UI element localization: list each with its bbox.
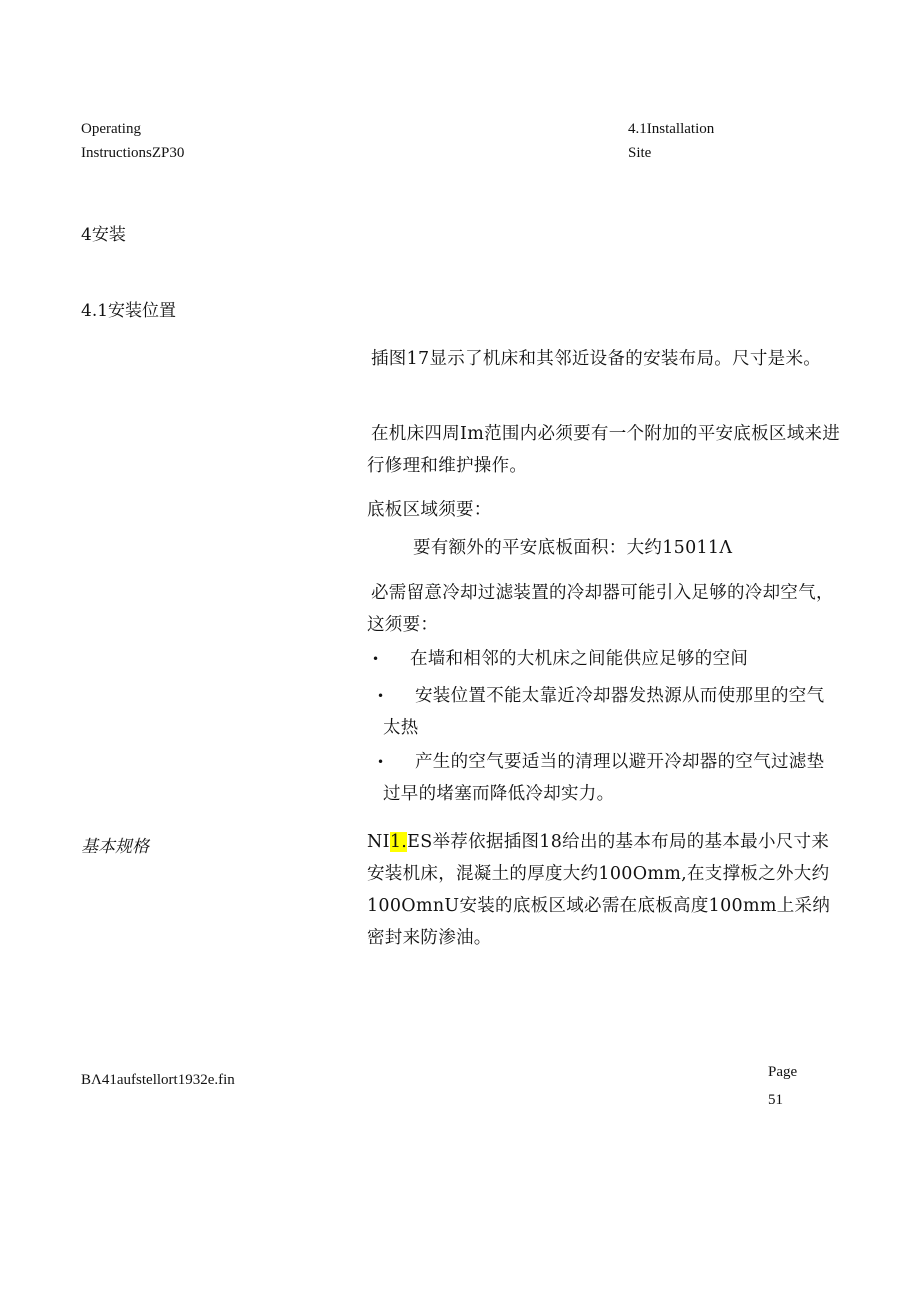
spec-prefix: NI bbox=[367, 832, 390, 852]
header-title-line2: InstructionsZP30 bbox=[81, 145, 185, 161]
bullet-dot: • bbox=[372, 652, 380, 666]
header-title-line1: Operating bbox=[81, 121, 141, 137]
bullet-dot: • bbox=[377, 755, 385, 769]
bullet-dot: • bbox=[377, 689, 385, 703]
bullet-text: 在墙和相邻的大机床之间能供应足够的空间 bbox=[410, 649, 749, 669]
bullet-item-1 bbox=[372, 643, 842, 675]
spec-highlight: 1. bbox=[389, 832, 408, 852]
header-right bbox=[628, 117, 714, 165]
paragraph-5-text: 必需留意冷却过滤装置的冷却器可能引入足够的冷却空气，这须要： bbox=[367, 583, 834, 635]
footer-filename: BΛ41aufstellort1932e.fin bbox=[81, 1072, 235, 1088]
page-number: 51 bbox=[768, 1092, 783, 1108]
bullet-item-2 bbox=[377, 680, 842, 744]
footer-page bbox=[768, 1058, 797, 1114]
spec-paragraph bbox=[367, 826, 842, 954]
paragraph-2 bbox=[367, 418, 842, 482]
paragraph-1 bbox=[367, 343, 842, 375]
header-left bbox=[81, 117, 184, 165]
chapter-title: 4安装 bbox=[81, 225, 126, 245]
bullet-text: 安装位置不能太靠近冷却器发热源从而使那里的空气太热 bbox=[383, 686, 825, 738]
side-label: 基本规格 bbox=[81, 837, 149, 857]
paragraph-2-text: 在机床四周Im范围内必须要有一个附加的平安底板区域来进行修理和维护操作。 bbox=[367, 424, 841, 476]
bullet-item-3 bbox=[377, 746, 842, 810]
bullet-text: 产生的空气要适当的清理以避开冷却器的空气过滤垫过早的堵塞而降低冷却实力。 bbox=[383, 752, 825, 804]
paragraph-3: 底板区域须要： bbox=[367, 500, 492, 520]
page-label: Page bbox=[768, 1064, 798, 1080]
paragraph-1-text: 插图17显示了机床和其邻近设备的安装布局。尺寸是米。 bbox=[371, 349, 822, 369]
section-title: 4.1安装位置 bbox=[81, 301, 177, 321]
paragraph-5 bbox=[367, 577, 842, 641]
header-section-line1: 4.1Installation bbox=[628, 121, 715, 137]
spec-text: ES举荐依据插图18给出的基本布局的基本最小尺寸来安装机床，混凝土的厚度大约100Omm,在支撑板之外大约100OmnU安装的底板区域必需在底板高度100mm上采纳密封来防渗油。 bbox=[367, 832, 831, 948]
paragraph-4: 要有额外的平安底板面积：大约15011Λ bbox=[413, 538, 733, 558]
header-section-line2: Site bbox=[628, 145, 652, 161]
